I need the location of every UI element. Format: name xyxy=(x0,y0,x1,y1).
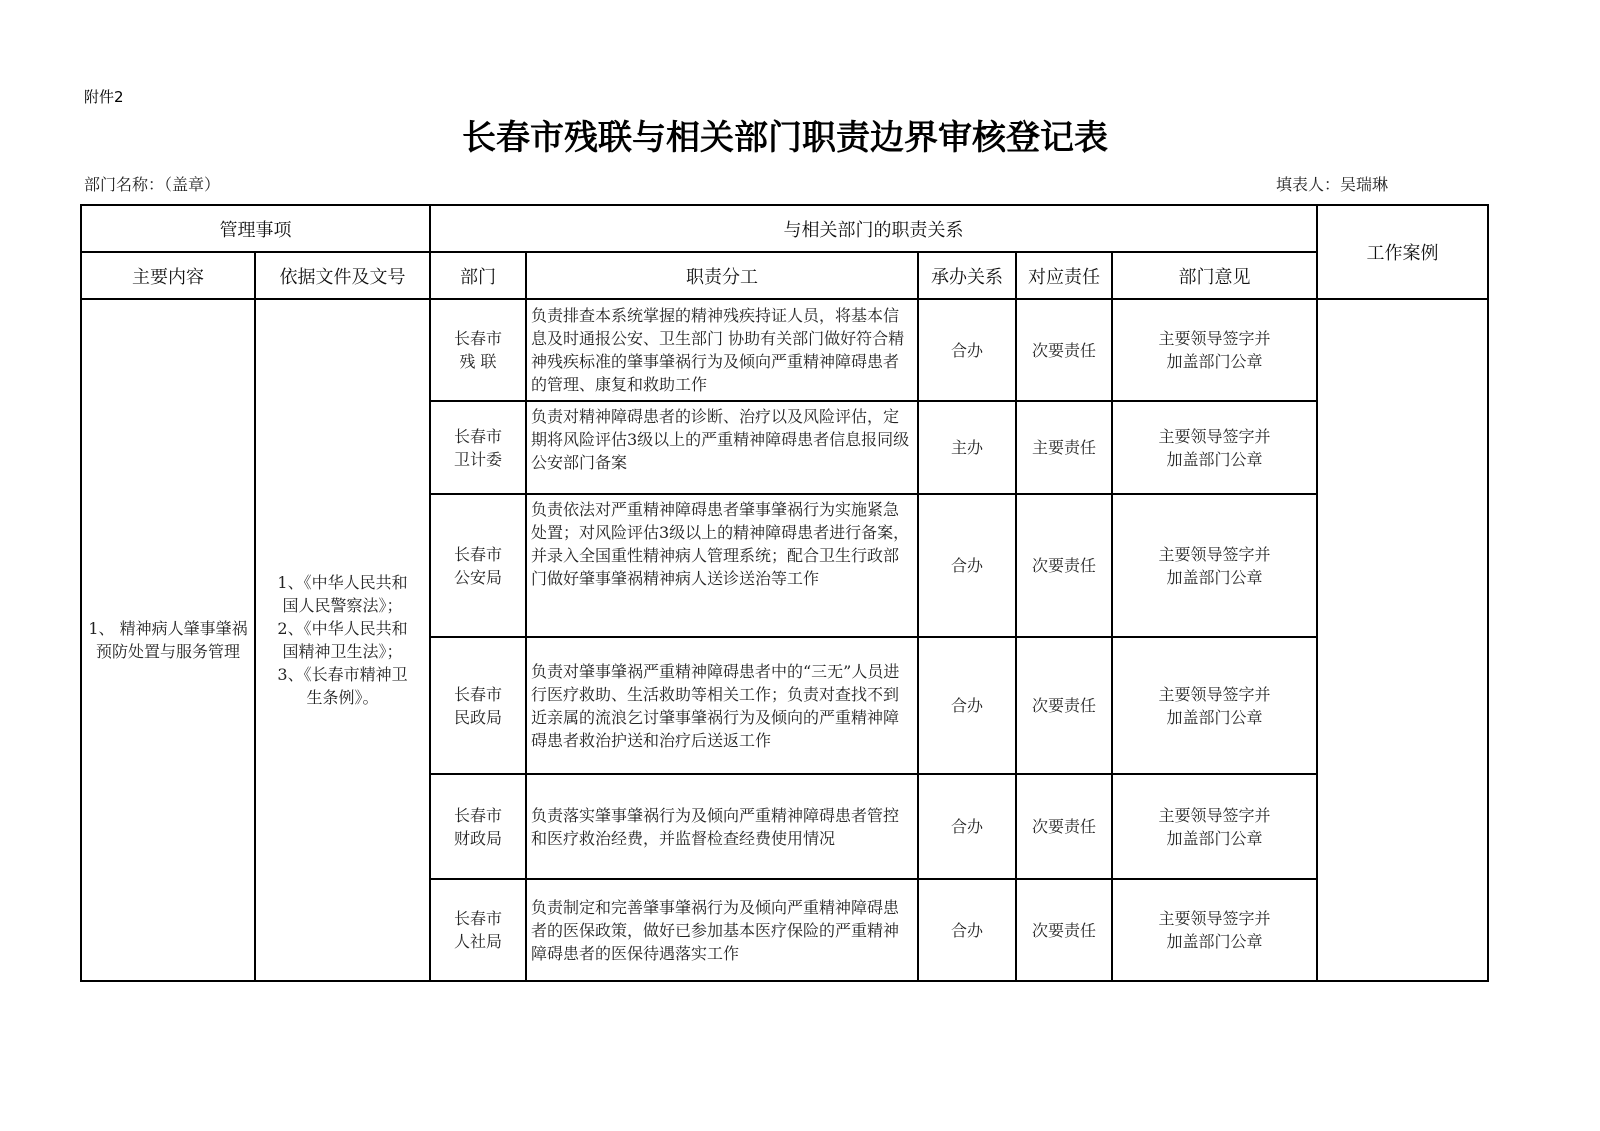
attachment-label: 附件2 xyxy=(84,88,124,106)
table-row xyxy=(81,299,1488,401)
opinion-line: 加盖部门公章 xyxy=(1166,707,1263,727)
opinion-cell xyxy=(1112,774,1317,879)
opinion-line: 主要领导签字并 xyxy=(1158,544,1271,564)
department-line: 残 联 xyxy=(459,352,497,371)
header-management: 管理事项 xyxy=(81,205,430,252)
header-relations: 与相关部门的职责关系 xyxy=(430,205,1317,252)
header-work-case: 工作案例 xyxy=(1317,205,1488,299)
page-title: 长春市残联与相关部门职责边界审核登记表 xyxy=(462,118,1108,158)
opinion-line: 主要领导签字并 xyxy=(1158,909,1271,928)
responsibility-cell: 主要责任 xyxy=(1016,401,1112,494)
handling-cell: 合办 xyxy=(918,637,1016,774)
basis-cell xyxy=(255,299,430,981)
basis-line: 3、《长春市精神卫 xyxy=(277,665,408,684)
opinion-line: 主要领导签字并 xyxy=(1158,329,1271,348)
filler-label: 填表人：吴瑞琳 xyxy=(1276,175,1389,194)
basis-line: 1、《中华人民共和 xyxy=(277,573,408,592)
opinion-cell xyxy=(1112,494,1317,637)
responsibility-cell: 次要责任 xyxy=(1016,879,1112,981)
duty-cell: 负责排查本系统掌握的精神残疾持证人员，将基本信息及时通报公安、卫生部门 协助有关部门做好符合精神残疾标准的肇事肇祸行为及倾向严重精神障碍患者的管理、康复和救助工作 xyxy=(526,299,918,401)
header-duty: 职责分工 xyxy=(526,252,918,299)
department-cell xyxy=(430,494,526,637)
header-basis: 依据文件及文号 xyxy=(255,252,430,299)
responsibility-cell: 次要责任 xyxy=(1016,637,1112,774)
handling-cell: 合办 xyxy=(918,879,1016,981)
basis-line: 生条例》。 xyxy=(306,688,379,707)
handling-cell: 合办 xyxy=(918,774,1016,879)
duty-cell: 负责对肇事肇祸严重精神障碍患者中的“三无”人员进行医疗救助、生活救助等相关工作；负责对查找不到近亲属的流浪乞讨肇事肇祸行为及倾向的严重精神障碍患者救治护送和治疗后送返工作 xyxy=(526,637,918,774)
header-responsibility: 对应责任 xyxy=(1016,252,1112,299)
duty-cell: 负责制定和完善肇事肇祸行为及倾向严重精神障碍患者的医保政策，做好已参加基本医疗保险的严重精神障碍患者的医保待遇落实工作 xyxy=(526,879,918,981)
registration-table xyxy=(80,204,1489,982)
department-line: 长春市 xyxy=(453,426,502,446)
department-line: 长春市 xyxy=(453,544,502,564)
opinion-cell xyxy=(1112,299,1317,401)
handling-cell: 合办 xyxy=(918,494,1016,637)
department-line: 人社局 xyxy=(453,932,502,951)
department-line: 卫计委 xyxy=(453,449,502,469)
department-line: 财政局 xyxy=(453,828,502,848)
department-name-label: 部门名称：（盖章） xyxy=(84,175,221,194)
duty-cell: 负责依法对严重精神障碍患者肇事肇祸行为实施紧急处置；对风险评估3级以上的精神障碍患者进行备案，并录入全国重性精神病人管理系统；配合卫生行政部门做好肇事肇祸精神病人送诊送治等工作 xyxy=(526,494,918,637)
department-line: 民政局 xyxy=(453,707,502,727)
opinion-line: 主要领导签字并 xyxy=(1158,426,1271,446)
basis-line: 国人民警察法》； xyxy=(282,596,403,615)
department-line: 长春市 xyxy=(453,805,502,825)
opinion-line: 加盖部门公章 xyxy=(1166,352,1263,371)
opinion-cell xyxy=(1112,879,1317,981)
department-cell xyxy=(430,401,526,494)
opinion-line: 加盖部门公章 xyxy=(1166,828,1263,848)
opinion-line: 主要领导签字并 xyxy=(1158,805,1271,825)
duty-cell: 负责落实肇事肇祸行为及倾向严重精神障碍患者管控和医疗救治经费，并监督检查经费使用情况 xyxy=(526,774,918,879)
work-case-cell xyxy=(1317,299,1488,981)
header-handling: 承办关系 xyxy=(918,252,1016,299)
department-line: 长春市 xyxy=(453,909,502,928)
main-content-cell: 1、 精神病人肇事肇祸预防处置与服务管理 xyxy=(81,299,255,981)
opinion-line: 主要领导签字并 xyxy=(1158,684,1271,704)
duty-cell: 负责对精神障碍患者的诊断、治疗以及风险评估，定期将风险评估3级以上的严重精神障碍患者信息报同级公安部门备案 xyxy=(526,401,918,494)
header-department: 部门 xyxy=(430,252,526,299)
opinion-cell xyxy=(1112,401,1317,494)
department-cell xyxy=(430,774,526,879)
opinion-line: 加盖部门公章 xyxy=(1166,567,1263,587)
department-cell xyxy=(430,637,526,774)
department-line: 公安局 xyxy=(453,567,502,587)
department-cell xyxy=(430,879,526,981)
basis-line: 2、《中华人民共和 xyxy=(277,619,408,638)
handling-cell: 合办 xyxy=(918,299,1016,401)
header-main-content: 主要内容 xyxy=(81,252,255,299)
handling-cell: 主办 xyxy=(918,401,1016,494)
header-opinion: 部门意见 xyxy=(1112,252,1317,299)
group-header-row xyxy=(81,205,1488,252)
responsibility-cell: 次要责任 xyxy=(1016,774,1112,879)
opinion-cell xyxy=(1112,637,1317,774)
responsibility-cell: 次要责任 xyxy=(1016,494,1112,637)
basis-line: 国精神卫生法》； xyxy=(282,642,403,661)
opinion-line: 加盖部门公章 xyxy=(1166,449,1263,469)
department-cell xyxy=(430,299,526,401)
responsibility-cell: 次要责任 xyxy=(1016,299,1112,401)
department-line: 长春市 xyxy=(453,684,502,704)
department-line: 长春市 xyxy=(453,329,502,348)
opinion-line: 加盖部门公章 xyxy=(1166,932,1263,951)
column-header-row xyxy=(81,252,1488,299)
